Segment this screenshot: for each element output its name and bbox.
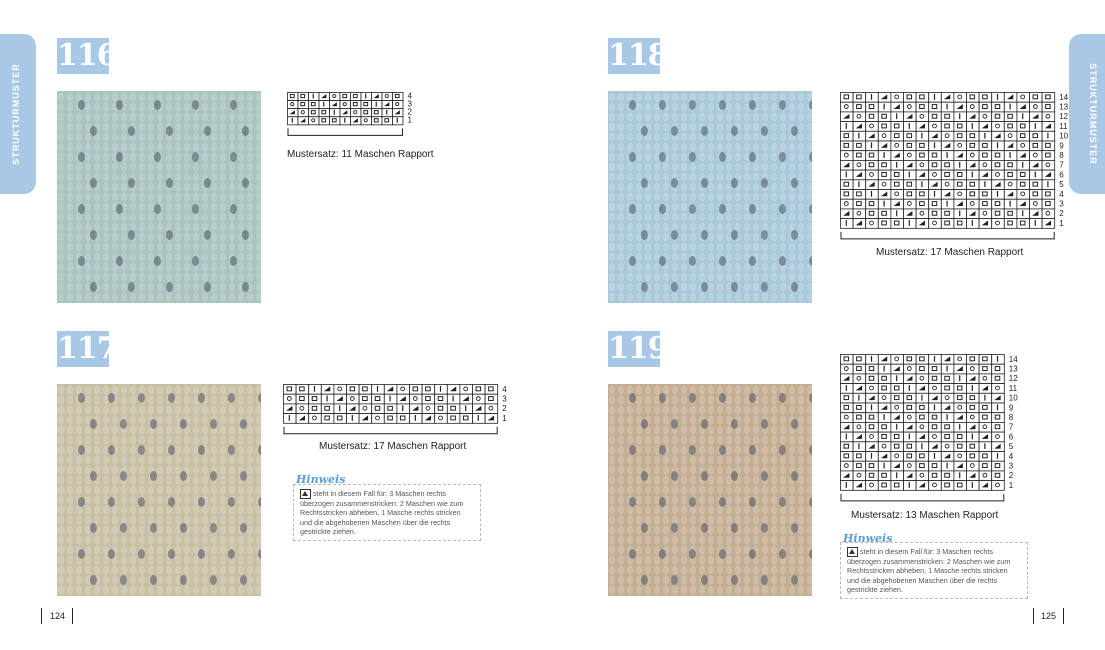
note-text: steht in diesem Fall für: 3 Maschen rechts überzogen zusammenstricken: 2 Maschen wie zum Rechtsstricken abheben, 1 Masche rechts stricken und die abgehobenen Maschen über die rechts gestrickte ziehen.	[300, 489, 464, 536]
triangle-decrease-icon	[300, 489, 311, 499]
chart-row-number: 2	[502, 404, 507, 414]
chart-row-number: 2	[1059, 209, 1064, 219]
page-number-divider	[41, 608, 42, 624]
knit-swatch-photo	[608, 384, 812, 596]
section-tab-left	[0, 34, 36, 194]
chart-row-number: 10	[1008, 393, 1018, 403]
note-box	[293, 484, 481, 541]
chart-row-number: 1	[1059, 218, 1064, 228]
chart-row-number: 12	[1059, 112, 1069, 122]
pattern-number-badge: 116	[57, 38, 117, 73]
chart-row-number: 9	[1008, 403, 1014, 413]
note-box	[840, 542, 1028, 599]
section-tab-label: STRUKTURMUSTER	[1088, 63, 1098, 165]
pattern-number-badge: 117	[57, 331, 117, 366]
note-title: Hinweis	[843, 532, 893, 545]
chart-row-number: 6	[1008, 432, 1014, 442]
section-tab-label: STRUKTURMUSTER	[11, 63, 21, 165]
pattern-number-badge: 118	[608, 38, 668, 73]
chart-row-number: 13	[1059, 102, 1069, 112]
knitting-chart	[840, 354, 1026, 506]
triangle-decrease-icon	[847, 547, 858, 557]
page-number-divider	[72, 608, 73, 624]
pattern-repeat-caption: Mustersatz: 13 Maschen Rapport	[851, 510, 999, 521]
chart-row-number: 6	[1059, 170, 1064, 180]
chart-row-number: 14	[1008, 354, 1018, 364]
chart-row-number: 3	[1008, 461, 1014, 471]
chart-row-number: 1	[502, 413, 507, 423]
knit-swatch-photo	[57, 91, 261, 303]
chart-row-number: 2	[407, 107, 412, 117]
chart-row-number: 8	[1008, 412, 1014, 422]
chart-row-number: 1	[407, 115, 412, 125]
pattern-repeat-caption: Mustersatz: 17 Maschen Rapport	[876, 247, 1024, 258]
pattern-repeat-caption: Mustersatz: 17 Maschen Rapport	[319, 441, 467, 452]
pattern-number-badge: 119	[608, 331, 668, 366]
knit-swatch-photo	[608, 91, 812, 303]
chart-row-number: 4	[502, 384, 507, 394]
chart-row-number: 11	[1059, 121, 1068, 131]
chart-row-number: 5	[1008, 442, 1014, 452]
page-number-right: 125	[1041, 611, 1057, 621]
chart-row-number: 11	[1008, 383, 1018, 393]
chart-row-number: 7	[1008, 422, 1014, 432]
knitting-chart	[840, 92, 1076, 244]
page-number-divider	[1033, 608, 1034, 624]
chart-row-number: 9	[1059, 141, 1064, 151]
chart-row-number: 3	[1059, 199, 1064, 209]
knitting-chart	[287, 92, 425, 140]
note-text: steht in diesem Fall für: 3 Maschen rechts überzogen zusammenstricken: 2 Maschen wie zum Rechtsstricken abheben, 1 Masche rechts stricken und die abgehobenen Maschen über die rechts gestrickte ziehen.	[847, 547, 1011, 594]
chart-row-number: 5	[1059, 180, 1064, 190]
pattern-repeat-caption: Mustersatz: 11 Maschen Rapport	[287, 149, 434, 160]
chart-row-number: 4	[1008, 451, 1014, 461]
page-number-left: 124	[50, 611, 66, 621]
chart-row-number: 14	[1059, 92, 1069, 102]
chart-row-number: 10	[1059, 131, 1069, 141]
chart-row-number: 3	[407, 99, 412, 109]
note-title: Hinweis	[296, 473, 346, 486]
page-number-divider	[1063, 608, 1064, 624]
chart-row-number: 4	[1059, 189, 1064, 199]
chart-row-number: 2	[1008, 471, 1014, 481]
chart-row-number: 12	[1008, 374, 1018, 384]
chart-row-number: 3	[502, 394, 507, 404]
chart-row-number: 13	[1008, 364, 1018, 374]
knitting-chart	[283, 384, 519, 439]
knit-swatch-photo	[57, 384, 261, 596]
chart-row-number: 4	[407, 92, 412, 101]
chart-row-number: 1	[1008, 480, 1014, 490]
chart-row-number: 7	[1059, 160, 1064, 170]
chart-row-number: 8	[1059, 150, 1064, 160]
